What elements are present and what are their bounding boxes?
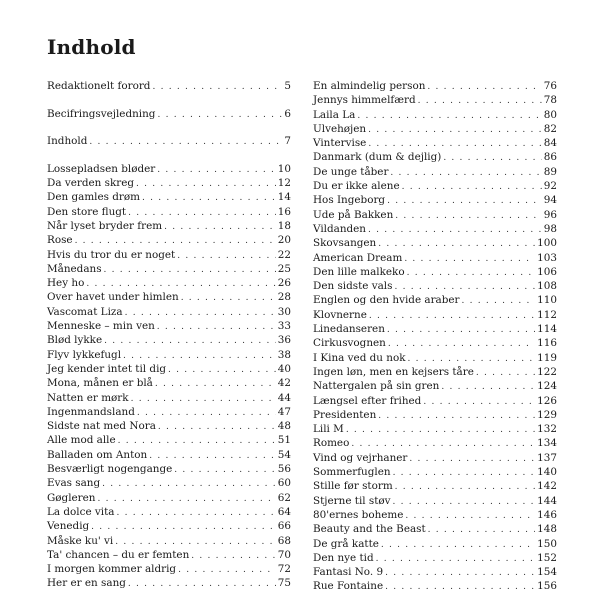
toc-entry: [313, 308, 557, 322]
toc-entry-page: 146: [537, 508, 557, 521]
dot-leader: [178, 563, 276, 577]
dot-leader: [86, 277, 275, 291]
dot-leader: [155, 377, 276, 391]
toc-entry-title: Menneske – min ven: [47, 320, 155, 333]
toc-entry-title: Evas sang: [47, 477, 101, 490]
toc-entry-title: Alle mod alle: [47, 434, 116, 447]
toc-entry-page: 132: [537, 423, 557, 436]
toc-entry-page: 6: [284, 107, 291, 120]
toc-entry-page: 10: [277, 162, 291, 175]
dot-leader: [408, 352, 536, 366]
toc-entry: [47, 134, 291, 148]
toc-entry-page: 80: [543, 108, 557, 121]
toc-entry-page: 106: [537, 265, 557, 278]
dot-leader: [443, 151, 541, 165]
toc-entry-page: 82: [543, 122, 557, 135]
toc-entry-title: Vascomat Liza: [47, 305, 123, 318]
toc-entry-title: Vintervise: [313, 137, 367, 150]
toc-entry-page: 150: [537, 537, 557, 550]
toc-entry-title: Måske ku' vi: [47, 534, 114, 547]
toc-entry: [47, 248, 291, 262]
toc-entry-title: Stille før storm: [313, 480, 393, 493]
toc-entry-title: Danmark (dum & dejlig): [313, 151, 442, 164]
dot-leader: [157, 163, 276, 177]
dot-leader: [152, 80, 282, 94]
dot-leader: [378, 237, 535, 251]
dot-leader: [174, 463, 275, 477]
dot-leader: [116, 506, 275, 520]
toc-entry-page: 129: [537, 408, 557, 421]
dot-leader: [149, 449, 276, 463]
dot-leader: [393, 466, 536, 480]
toc-entry-title: Jeg kender intet til dig: [47, 362, 167, 375]
toc-entry-page: 48: [277, 420, 291, 433]
toc-entry-page: 119: [537, 351, 557, 364]
toc-entry-page: 140: [537, 466, 557, 479]
toc-entry: [47, 107, 291, 121]
toc-entry-page: 84: [543, 137, 557, 150]
toc-entry-page: 116: [537, 337, 557, 350]
dot-leader: [128, 206, 276, 220]
toc-entry: [313, 208, 557, 222]
dot-leader: [368, 123, 542, 137]
dot-leader: [423, 395, 535, 409]
toc-entry-title: Vildanden: [313, 222, 366, 235]
dot-leader: [158, 420, 276, 434]
dot-leader: [368, 137, 541, 151]
toc-entry: [47, 219, 291, 233]
toc-entry-title: Når lyset bryder frem: [47, 219, 163, 232]
toc-entry-page: 38: [277, 348, 291, 361]
dot-leader: [128, 577, 276, 591]
toc-entry: [313, 436, 557, 450]
toc-entry: [47, 190, 291, 204]
toc-entry: [47, 505, 291, 519]
toc-entry-title: Den gamles drøm: [47, 191, 141, 204]
toc-entry: [47, 534, 291, 548]
dot-leader: [427, 80, 541, 94]
toc-entry-title: De unge tåber: [313, 165, 389, 178]
dot-leader: [385, 566, 535, 580]
toc-right-column: [313, 79, 557, 594]
toc-left-column: [47, 79, 291, 591]
toc-entry-title: Ude på Bakken: [313, 208, 394, 221]
toc-entry-page: 112: [537, 308, 557, 321]
toc-entry-title: Ulvehøjen: [313, 122, 367, 135]
dot-leader: [385, 580, 535, 594]
toc-entry-title: Besværligt nogengange: [47, 463, 173, 476]
dot-leader: [125, 306, 276, 320]
toc-entry-page: 42: [277, 377, 291, 390]
toc-entry-page: 60: [277, 477, 291, 490]
toc-entry-title: Venedig: [47, 520, 90, 533]
dot-leader: [357, 109, 541, 123]
toc-entry: [313, 322, 557, 336]
toc-entry-title: Ingenmandsland: [47, 405, 135, 418]
dot-leader: [131, 392, 276, 406]
toc-entry: [47, 276, 291, 290]
toc-entry: [313, 279, 557, 293]
dot-leader: [407, 266, 536, 280]
dot-leader: [102, 477, 276, 491]
toc-entry-page: 36: [277, 334, 291, 347]
toc-entry-title: Natten er mørk: [47, 391, 129, 404]
toc-entry-title: Indhold: [47, 135, 88, 148]
dot-leader: [164, 220, 276, 234]
toc-entry: [47, 448, 291, 462]
toc-entry: [313, 265, 557, 279]
toc-entry-page: 68: [277, 534, 291, 547]
toc-entry-page: 96: [543, 208, 557, 221]
toc-entry: [313, 565, 557, 579]
toc-entry-page: 75: [277, 577, 291, 590]
toc-entry-title: Ingen løn, men en kejsers tåre: [313, 365, 474, 378]
section-spacer: [47, 93, 291, 106]
toc-entry-page: 98: [543, 222, 557, 235]
dot-leader: [89, 135, 282, 149]
toc-entry-page: 22: [277, 248, 291, 261]
dot-leader: [369, 309, 535, 323]
dot-leader: [118, 434, 276, 448]
dot-leader: [394, 280, 535, 294]
dot-leader: [104, 334, 276, 348]
toc-entry: [47, 419, 291, 433]
dot-leader: [405, 509, 535, 523]
toc-entry-title: Skovsangen: [313, 237, 377, 250]
toc-entry-title: I morgen kommer aldrig: [47, 563, 177, 576]
toc-entry-page: 66: [277, 520, 291, 533]
dot-leader: [181, 291, 276, 305]
toc-entry-page: 18: [277, 219, 291, 232]
toc-entry-title: Rose: [47, 234, 73, 247]
toc-entry: [47, 319, 291, 333]
toc-entry-page: 148: [537, 523, 557, 536]
page-title: Indhold: [47, 35, 136, 59]
toc-entry: [313, 193, 557, 207]
dot-leader: [428, 523, 535, 537]
toc-entry: [313, 365, 557, 379]
toc-entry-page: 122: [537, 365, 557, 378]
toc-entry-page: 51: [277, 434, 291, 447]
toc-entry: [47, 162, 291, 176]
dot-leader: [168, 363, 276, 377]
toc-entry: [313, 108, 557, 122]
dot-leader: [368, 223, 542, 237]
toc-entry: [313, 508, 557, 522]
toc-entry-title: Presidenten: [313, 408, 377, 421]
toc-entry: [313, 408, 557, 422]
toc-entry-title: Nattergalen på sin gren: [313, 380, 440, 393]
section-spacer: [47, 148, 291, 161]
dot-leader: [393, 495, 536, 509]
toc-entry: [313, 351, 557, 365]
dot-leader: [381, 538, 535, 552]
toc-entry: [47, 290, 291, 304]
toc-entry-title: Lili M: [313, 423, 344, 436]
dot-leader: [115, 535, 276, 549]
toc-entry: [47, 333, 291, 347]
toc-entry-page: 103: [537, 251, 557, 264]
toc-entry-title: Cirkusvognen: [313, 337, 386, 350]
toc-entry: [313, 336, 557, 350]
toc-entry-page: 70: [277, 548, 291, 561]
dot-leader: [418, 94, 542, 108]
dot-leader: [390, 166, 541, 180]
toc-entry: [47, 176, 291, 190]
dot-leader: [157, 108, 282, 122]
toc-entry-title: Laila La: [313, 108, 356, 121]
toc-entry-title: La dolce vita: [47, 505, 115, 518]
toc-entry: [47, 205, 291, 219]
toc-entry-page: 78: [543, 94, 557, 107]
toc-entry: [47, 348, 291, 362]
dot-leader: [388, 337, 535, 351]
toc-entry-page: 5: [284, 80, 291, 92]
toc-entry-page: 100: [537, 237, 557, 250]
dot-leader: [387, 194, 542, 208]
toc-entry-page: 62: [277, 491, 291, 504]
toc-entry: [47, 79, 291, 93]
toc-entry: [313, 579, 557, 593]
toc-entry-title: 80'ernes boheme: [313, 508, 404, 521]
toc-entry: [313, 422, 557, 436]
toc-entry: [47, 576, 291, 590]
dot-leader: [387, 323, 535, 337]
toc-entry: [47, 376, 291, 390]
toc-entry-page: 89: [543, 165, 557, 178]
toc-entry-page: 47: [277, 405, 291, 418]
toc-entry-title: Becifringsvejledning: [47, 107, 156, 120]
dot-leader: [395, 209, 541, 223]
dot-leader: [462, 294, 536, 308]
toc-entry-page: 56: [277, 463, 291, 476]
dot-leader: [402, 180, 542, 194]
toc-entry-page: 137: [537, 451, 557, 464]
toc-entry-page: 64: [277, 505, 291, 518]
toc-entry-title: Lossepladsen bløder: [47, 162, 156, 175]
toc-entry-title: Blød lykke: [47, 334, 103, 347]
toc-entry: [313, 179, 557, 193]
dot-leader: [395, 480, 535, 494]
toc-entry: [47, 405, 291, 419]
dot-leader: [378, 409, 535, 423]
toc-entry-title: Her er en sang: [47, 577, 126, 590]
toc-entry-title: Stjerne til støv: [313, 494, 391, 507]
dot-leader: [177, 249, 276, 263]
dot-leader: [441, 380, 535, 394]
toc-entry: [313, 222, 557, 236]
dot-leader: [351, 437, 535, 451]
dot-leader: [157, 320, 276, 334]
dot-leader: [75, 234, 276, 248]
toc-entry: [47, 433, 291, 447]
dot-leader: [404, 252, 535, 266]
toc-entry-title: Englen og den hvide araber: [313, 294, 460, 307]
toc-entry-page: 154: [537, 566, 557, 579]
dot-leader: [409, 452, 535, 466]
toc-entry-title: Hos Ingeborg: [313, 194, 386, 207]
toc-entry-title: Hey ho: [47, 277, 85, 290]
dot-leader: [136, 177, 276, 191]
toc-entry-page: 72: [277, 563, 291, 576]
dot-leader: [476, 366, 535, 380]
toc-entry: [313, 165, 557, 179]
toc-entry-title: Månedans: [47, 262, 102, 275]
toc-entry: [47, 491, 291, 505]
toc-entry-title: Romeo: [313, 437, 350, 450]
toc-entry: [47, 548, 291, 562]
toc-entry-page: 44: [277, 391, 291, 404]
toc-entry-page: 108: [537, 280, 557, 293]
toc-entry-page: 124: [537, 380, 557, 393]
toc-entry-page: 20: [277, 234, 291, 247]
toc-entry-page: 92: [543, 180, 557, 193]
toc-entry-page: 7: [284, 135, 291, 148]
toc-entry-title: Redaktionelt forord: [47, 80, 151, 92]
toc-entry-title: Sidste nat med Nora: [47, 420, 156, 433]
toc-entry: [47, 391, 291, 405]
section-spacer: [47, 121, 291, 134]
toc-entry-title: Den sidste vals: [313, 280, 393, 293]
toc-entry-page: 114: [537, 323, 557, 336]
toc-entry-page: 12: [277, 177, 291, 190]
dot-leader: [142, 191, 276, 205]
toc-entry-title: Den lille malkeko: [313, 265, 405, 278]
toc-entry-title: Ta' chancen – du er femten: [47, 548, 190, 561]
toc-entry: [313, 551, 557, 565]
toc-entry: [47, 519, 291, 533]
dot-leader: [137, 406, 276, 420]
toc-entry-page: 40: [277, 362, 291, 375]
toc-entry: [47, 362, 291, 376]
toc-entry-page: 142: [537, 480, 557, 493]
toc-entry: [313, 494, 557, 508]
toc-entry-page: 54: [277, 448, 291, 461]
toc-entry-page: 33: [277, 320, 291, 333]
toc-entry-page: 26: [277, 277, 291, 290]
dot-leader: [376, 552, 536, 566]
toc-entry: [47, 476, 291, 490]
toc-entry: [313, 122, 557, 136]
toc-entry-title: Vind og vejrhaner: [313, 451, 408, 464]
toc-entry: [313, 136, 557, 150]
toc-entry-title: Gøgleren: [47, 491, 96, 504]
toc-entry-title: Rue Fontaine: [313, 580, 384, 593]
toc-entry-page: 16: [277, 205, 291, 218]
toc-entry-page: 28: [277, 291, 291, 304]
toc-entry: [47, 262, 291, 276]
toc-entry: [47, 305, 291, 319]
toc-entry-title: Sommerfuglen: [313, 466, 391, 479]
toc-entry-page: 110: [537, 294, 557, 307]
toc-entry-title: De grå katte: [313, 537, 379, 550]
toc-entry-title: Jennys himmelfærd: [313, 94, 416, 107]
toc-entry-page: 14: [277, 191, 291, 204]
toc-entry-title: Mona, månen er blå: [47, 377, 153, 390]
toc-entry: [313, 379, 557, 393]
toc-entry-title: American Dream: [313, 251, 403, 264]
toc-entry: [313, 150, 557, 164]
toc-entry-page: 156: [537, 580, 557, 593]
dot-leader: [104, 263, 276, 277]
toc-entry-title: En almindelig person: [313, 80, 426, 92]
toc-entry: [47, 233, 291, 247]
toc-entry-page: 144: [537, 494, 557, 507]
toc-entry-title: Hvis du tror du er noget: [47, 248, 176, 261]
toc-entry-title: Fantasi No. 9: [313, 566, 384, 579]
toc-entry-title: Beauty and the Beast: [313, 523, 426, 536]
toc-entry-title: Den nye tid: [313, 551, 374, 564]
toc-entry-page: 30: [277, 305, 291, 318]
dot-leader: [191, 549, 275, 563]
toc-entry-title: Klovnerne: [313, 308, 367, 321]
toc-entry: [47, 462, 291, 476]
toc-entry-title: Balladen om Anton: [47, 448, 148, 461]
toc-entry-title: I Kina ved du nok: [313, 351, 406, 364]
toc-entry-title: Over havet under himlen: [47, 291, 179, 304]
toc-entry: [313, 79, 557, 93]
toc-entry: [313, 537, 557, 551]
toc-entry-page: 126: [537, 394, 557, 407]
dot-leader: [91, 520, 276, 534]
toc-entry-page: 152: [537, 551, 557, 564]
toc-entry-page: 76: [543, 80, 557, 92]
toc-entry-title: Linedanseren: [313, 323, 385, 336]
toc-entry-title: Flyv lykkefugl: [47, 348, 122, 361]
toc-entry-title: Du er ikke alene: [313, 180, 400, 193]
toc-entry-title: Da verden skreg: [47, 177, 135, 190]
toc-entry-title: Længsel efter frihed: [313, 394, 422, 407]
toc-entry-page: 94: [543, 194, 557, 207]
toc-entry: [313, 394, 557, 408]
toc-entry: [313, 451, 557, 465]
dot-leader: [346, 423, 535, 437]
toc-entry: [313, 522, 557, 536]
toc-entry-page: 25: [277, 262, 291, 275]
toc-entry-page: 134: [537, 437, 557, 450]
toc-entry: [47, 562, 291, 576]
toc-entry-page: 86: [543, 151, 557, 164]
dot-leader: [98, 492, 276, 506]
toc-entry: [313, 236, 557, 250]
toc-entry: [313, 479, 557, 493]
toc-entry: [313, 293, 557, 307]
toc-entry: [313, 465, 557, 479]
toc-entry-title: Den store flugt: [47, 205, 127, 218]
toc-entry: [313, 93, 557, 107]
dot-leader: [123, 349, 276, 363]
toc-entry: [313, 251, 557, 265]
